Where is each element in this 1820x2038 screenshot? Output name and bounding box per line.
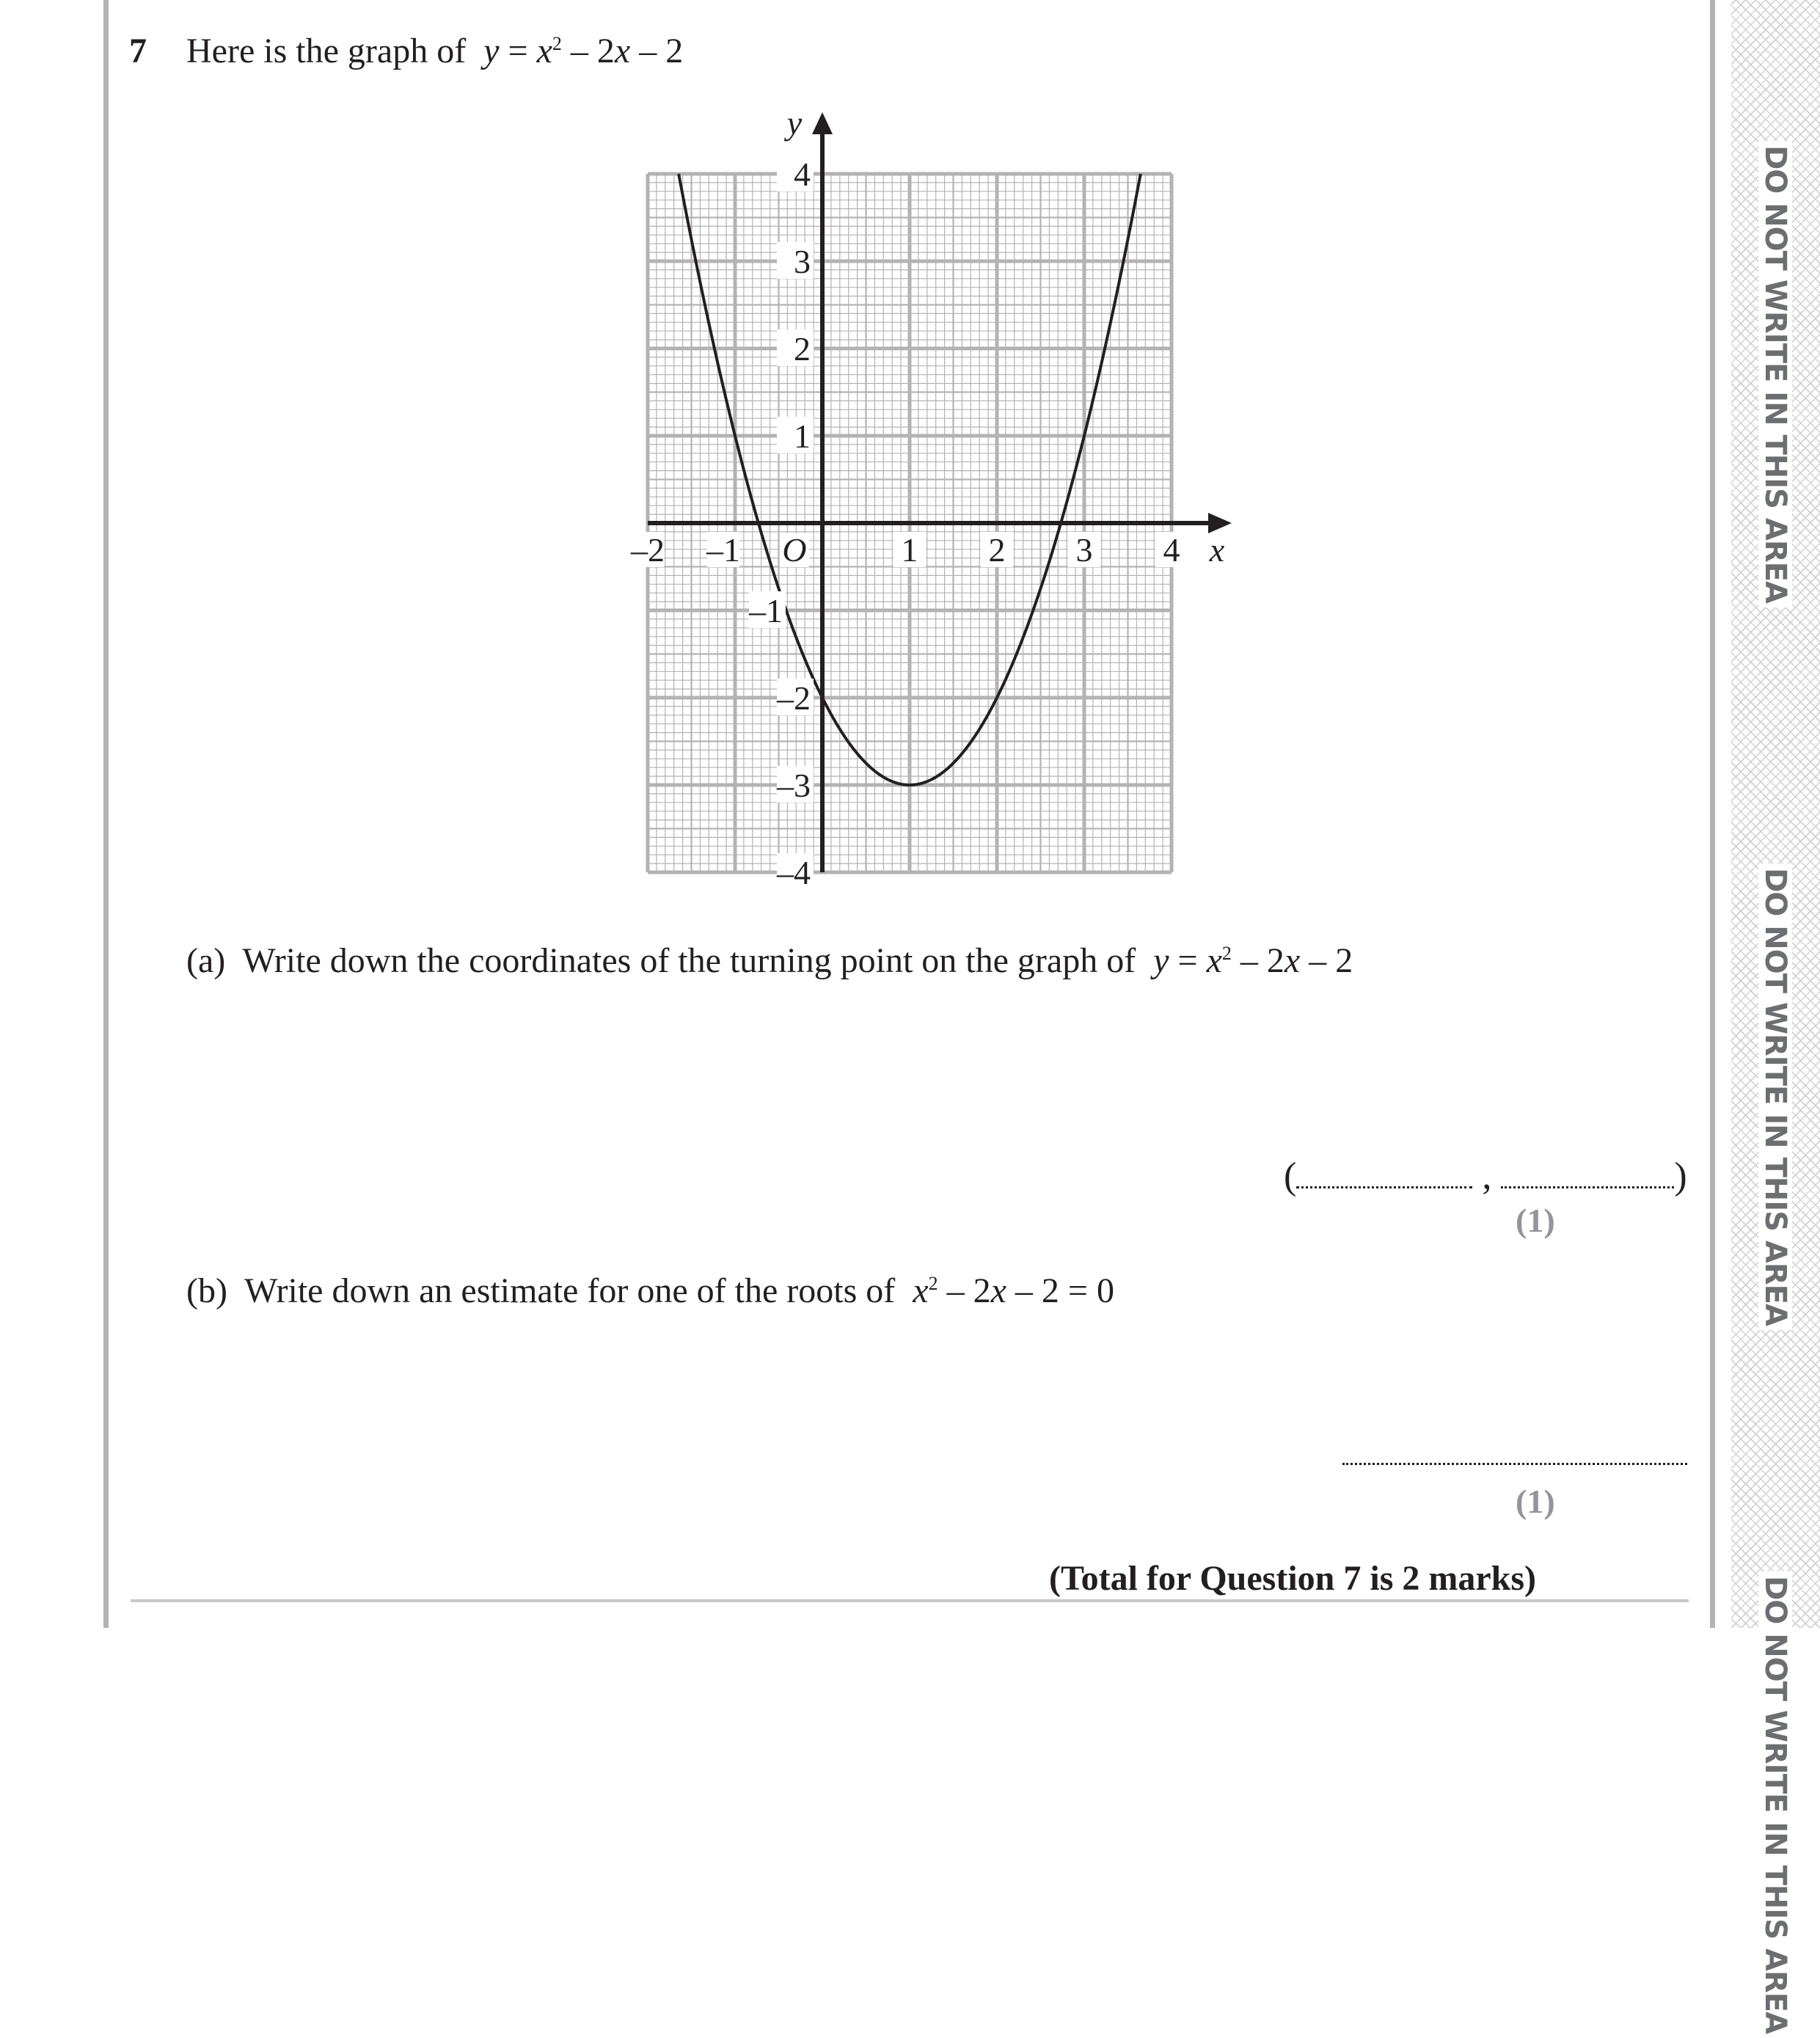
part-b-marks: (1) — [1516, 1483, 1555, 1520]
stem-text: Here is the graph of — [186, 32, 467, 70]
part-a-text: Write down the coordinates of the turning point on the graph of — [242, 941, 1136, 980]
y-tick-label: 4 — [794, 156, 811, 193]
y-axis-label: y — [786, 104, 803, 142]
y-tick-label: –1 — [749, 592, 783, 629]
origin-label: O — [782, 531, 807, 569]
answer-x-coordinate-field[interactable] — [1296, 1154, 1472, 1188]
y-tick-label: 1 — [794, 417, 811, 455]
stem-equation: $y = x^2 - 2x - 2$ — [483, 32, 684, 70]
y-tick-label: 2 — [794, 330, 811, 368]
y-axis-arrow — [812, 112, 833, 134]
part-b-equation: $x^2 - 2x - 2 = 0$ — [913, 1271, 1114, 1310]
x-tick-label: 2 — [988, 531, 1006, 569]
x-tick-label: 4 — [1163, 531, 1180, 569]
x-tick-label: –1 — [706, 531, 740, 569]
part-a-equation: $y = x^2 - 2x - 2$ — [1153, 941, 1353, 980]
part-b-question — [186, 1269, 1114, 1313]
question-total: (Total for Question 7 is 2 marks) — [1049, 1559, 1537, 1598]
x-axis-label: x — [1209, 531, 1225, 569]
part-a-question — [186, 939, 1353, 983]
part-b-text: Write down an estimate for one of the roots of — [244, 1271, 896, 1310]
part-a-marks: (1) — [1516, 1202, 1555, 1239]
bottom-rule — [131, 1599, 1689, 1602]
question-number: 7 — [129, 32, 147, 70]
y-tick-label: –2 — [777, 679, 811, 717]
part-b-answer-field[interactable] — [1342, 1460, 1687, 1465]
y-tick-label: –3 — [777, 767, 811, 804]
y-tick-label: –4 — [777, 854, 811, 891]
y-tick-label: 3 — [794, 243, 811, 280]
x-tick-label: 3 — [1075, 531, 1093, 569]
part-b-label: (b) — [186, 1271, 227, 1310]
answer-y-coordinate-field[interactable] — [1501, 1154, 1674, 1188]
x-tick-label: –2 — [631, 531, 665, 569]
part-a-answer-line: ( , ) — [1284, 1155, 1687, 1197]
part-a-label: (a) — [186, 941, 226, 980]
x-axis-arrow — [1208, 513, 1232, 533]
x-tick-label: 1 — [901, 531, 918, 569]
